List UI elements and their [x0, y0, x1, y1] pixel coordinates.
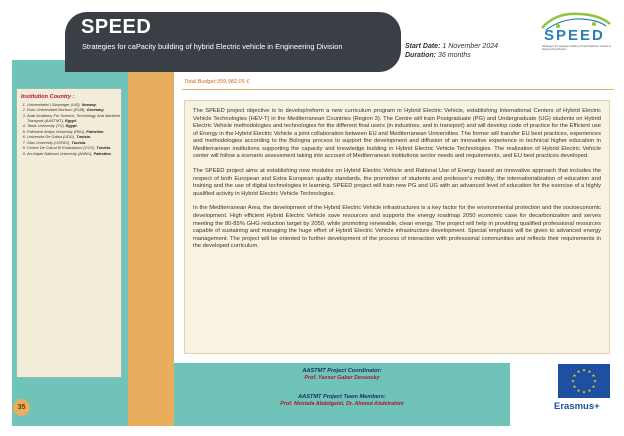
institution-item: 5. Palestine Ahliya University (PAU), Palestine.	[27, 130, 121, 135]
coordinator-name: Prof. Yasser Gaber Dessouky	[304, 375, 380, 381]
svg-text:★: ★	[593, 378, 597, 384]
description-paragraph-2: The SPEED project aims at establishing new modules on Hybrid Electric Vehicle and Rational Use of Energy based an innovative approach that includes the respect of both European and Extra European quality standards, the promotion of students and professor's mobility, the internationalization of education and training and the use of digital technologies in learning. SPEED project will train new PG and UG with an advanced level of education for the exercise of a highly qualified activity in Hybrid Electric Vehicle Technologies.	[193, 168, 601, 197]
budget-divider	[182, 89, 614, 90]
institution-item: 6. Universite De Gafsa (UDG), Tunisia.	[27, 135, 121, 140]
logo-tagline: Strategies for capacity building of hybrid Electric vehicle in Engineering Division	[542, 45, 612, 52]
institution-item: 3. Arab Academy For Science, Technology And Maritime Transport (AASTMT), Egypt.	[27, 114, 121, 124]
page-title: SPEED	[81, 16, 152, 38]
page-subtitle: Strategies for caPacity building of hybrid Electric vehicle in Engineering Division	[82, 42, 343, 51]
institution-item: 2. Ruhr-Universitaet Bochum (RUB), Germany.	[27, 108, 121, 113]
logo-wordmark: SPEED	[544, 27, 605, 44]
team-label: AASTMT Project Team Members:	[298, 394, 386, 400]
institution-item: 7. Sfax University (USFAX), Tunisia.	[27, 141, 121, 146]
page-number-badge: 35	[13, 399, 30, 416]
team-names: Prof. Mostafa Abdelgelel, Dr. Ahmed Abdelrahim	[280, 401, 404, 407]
institution-list	[17, 103, 121, 157]
speed-logo	[536, 8, 618, 58]
institution-item: 1. Universitetet I Stavanger (UiS), Norway.	[27, 103, 121, 108]
svg-text:★: ★	[591, 373, 596, 378]
institution-country-title: Institution Country :	[21, 94, 75, 100]
svg-text:★: ★	[591, 384, 596, 389]
coordinator-label: AASTMT Project Coordinator:	[302, 368, 382, 374]
institution-item: 4. Tanta University (TU), Egypt.	[27, 124, 121, 129]
project-description	[184, 100, 610, 354]
start-date: Start Date: 1 November 2024	[405, 43, 498, 50]
svg-text:★: ★	[582, 367, 586, 373]
institution-item: 9. An-Najah National University (ANNU), Palestine.	[27, 152, 121, 157]
svg-text:★: ★	[576, 388, 581, 393]
total-budget: Total Budget:399,982.05 €	[184, 79, 250, 85]
eu-flag-icon	[558, 364, 610, 398]
institution-item: 8. Centre De Calcul El Khawarizmi (CCK), Tunisia.	[27, 146, 121, 151]
svg-text:★: ★	[576, 369, 581, 374]
svg-text:★: ★	[587, 388, 592, 393]
svg-text:★: ★	[582, 389, 586, 395]
svg-text:★: ★	[572, 384, 577, 389]
project-dates	[405, 42, 498, 61]
description-paragraph-1: The SPEED project objective is to develop/reform a new curriculum program in Hybrid Electric Vehicle, establishing International Centers of Hybrid Electric Vehicle Technologies (HEV-T) in the Mediterranean Countries (Region 3). The Centre will train Postgraduate (PG) and Undergraduate (UG) students on Hybrid Electric Vehicle methodologies and technologies for the different final users (in industries, and in transport) and will develop code of practice for the Efficient use of Energy in the Hybrid Electric Vehicle a joint collaboration between EU and Mediterranean Universities. The former will transfer EU best practices, experiences and methodologies according to the Bologna process to support the development and diffusion of an innovative experience in technical higher education in Mediterranean institutions supporting the capacity and knowledge building in Hybrid Electric Vehicle Technologies. The realization of Hybrid Electric Vehicle center will follow a scenario assessment taking into account of Mediterranean institutions sector needs and requirements, and EU best practices developed.	[193, 108, 601, 160]
orange-vertical-bar	[128, 60, 174, 426]
duration: Duration: 36 months	[405, 52, 471, 60]
svg-text:★: ★	[587, 369, 592, 374]
institution-country-box	[16, 88, 122, 378]
svg-text:★: ★	[572, 373, 577, 378]
erasmus-label: Erasmus+	[554, 401, 600, 412]
description-paragraph-3: In the Mediterranean Area, the development of the Hybrid Electric Vehicle infrastructures is a key factor for the environmental protection and the socioeconomic development. High efficient Hybrid Electric Vehicle save resources and supports the energy roadmap 2050 economic case for decarbonization and serves meeting the 80-85% GHG reduction target by 2050, while promoting renewable, clean energy. The project will help in providing qualified professional resources capable of sustaining and managing the huge effort of Hybrid Electric Vehicle infrastructure development. Special emphasis will be given to advanced energy management. The project will be oriented to further development of the process of interaction with professional communities and reflects their requirements in the developed curriculum.	[193, 205, 601, 250]
svg-text:★: ★	[571, 378, 575, 384]
eu-stars-icon	[558, 364, 610, 398]
